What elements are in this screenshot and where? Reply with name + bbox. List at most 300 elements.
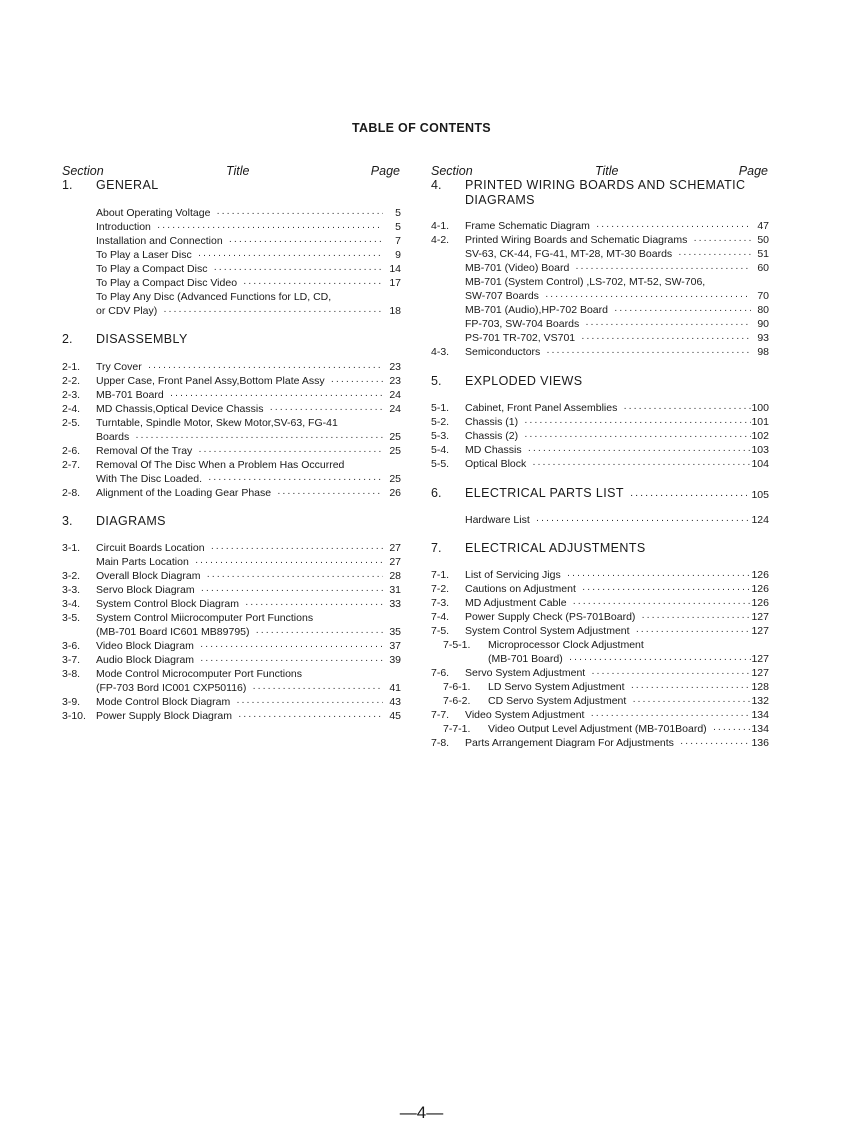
page-number: 43 xyxy=(389,696,401,708)
dot-leader xyxy=(213,263,383,276)
entry-title xyxy=(465,430,751,443)
page-number: 27 xyxy=(389,542,401,554)
toc-entry[interactable] xyxy=(431,234,769,247)
page-number: 23 xyxy=(389,375,401,387)
page-number: 51 xyxy=(757,248,769,260)
toc-entry[interactable] xyxy=(431,248,769,261)
toc-entry[interactable] xyxy=(62,570,401,583)
toc-entry[interactable] xyxy=(431,709,769,722)
dot-leader xyxy=(201,584,383,597)
entry-title-text: Cautions on Adjustment xyxy=(465,583,576,595)
toc-entry[interactable] xyxy=(431,444,769,457)
entry-number: 7-4. xyxy=(431,611,450,623)
dot-leader xyxy=(135,431,383,444)
entry-title-text: Servo System Adjustment xyxy=(465,667,586,679)
dot-leader xyxy=(243,277,383,290)
toc-entry[interactable] xyxy=(431,318,769,331)
entry-number: 3-5. xyxy=(62,612,81,624)
toc-right-column xyxy=(431,164,769,749)
toc-entry[interactable] xyxy=(431,569,769,582)
section-number: 3. xyxy=(62,514,73,528)
page-number: 41 xyxy=(389,682,401,694)
header-title: Title xyxy=(226,164,250,178)
entry-title xyxy=(96,403,383,416)
toc-entry[interactable] xyxy=(62,235,401,248)
toc-entry[interactable] xyxy=(431,723,769,736)
entry-title-text: CD Servo System Adjustment xyxy=(488,695,627,707)
toc-entry[interactable] xyxy=(431,611,769,624)
entry-title-text: Optical Block xyxy=(465,458,527,470)
entry-title xyxy=(96,263,383,276)
toc-entry[interactable] xyxy=(431,514,769,527)
toc-entry[interactable] xyxy=(431,681,769,694)
dot-leader xyxy=(236,696,383,709)
header-title: Title xyxy=(595,164,619,178)
toc-left-column xyxy=(62,164,401,722)
dot-leader xyxy=(569,653,751,666)
section-title xyxy=(465,178,769,208)
dot-leader xyxy=(252,682,383,695)
toc-entry[interactable] xyxy=(62,584,401,597)
entry-number: 5-4. xyxy=(431,444,450,456)
entry-title xyxy=(488,723,751,736)
dot-leader xyxy=(536,514,751,527)
toc-entry[interactable] xyxy=(62,207,401,220)
entry-number: 7-6-2. xyxy=(443,695,471,707)
entry-title-text: Parts Arrangement Diagram For Adjustments xyxy=(465,737,674,749)
entry-title-text: Try Cover xyxy=(96,361,142,373)
entry-title xyxy=(488,695,751,708)
section-title-text-line2: DIAGRAMS xyxy=(465,193,535,207)
dot-leader xyxy=(256,626,384,639)
section-number: 6. xyxy=(431,486,442,500)
entry-title xyxy=(96,668,302,681)
entry-title xyxy=(465,444,751,457)
entry-number: 7-6-1. xyxy=(443,681,471,693)
entry-title-text: MD Chassis xyxy=(465,444,522,456)
entry-number: 2-1. xyxy=(62,361,81,373)
entry-title xyxy=(465,290,751,303)
toc-entry[interactable] xyxy=(62,417,401,430)
dot-leader xyxy=(148,361,383,374)
dot-leader xyxy=(641,611,751,624)
toc-entry[interactable] xyxy=(431,220,769,233)
toc-entry[interactable] xyxy=(431,597,769,610)
entry-title-text: Microprocessor Clock Adjustment xyxy=(488,639,644,651)
dot-leader xyxy=(680,737,751,750)
entry-title-text: SW-707 Boards xyxy=(465,290,539,302)
section-title xyxy=(96,178,401,193)
dot-leader xyxy=(632,695,751,708)
section-title-text: ELECTRICAL PARTS LIST xyxy=(465,486,624,500)
toc-entry[interactable] xyxy=(431,402,769,415)
entry-title xyxy=(96,682,383,695)
entry-title xyxy=(465,514,751,527)
entry-title-text: MB-701 (Video) Board xyxy=(465,262,570,274)
toc-entry[interactable] xyxy=(62,249,401,262)
page-number: 126 xyxy=(751,583,769,595)
entry-title xyxy=(465,583,751,596)
section-number: 2. xyxy=(62,332,73,346)
header-section: Section xyxy=(62,164,104,178)
entry-number: 2-4. xyxy=(62,403,81,415)
entry-title xyxy=(465,234,751,247)
section-title-text: GENERAL xyxy=(96,178,159,192)
dot-leader xyxy=(524,416,751,429)
header-section: Section xyxy=(431,164,473,178)
entry-title-text: Video System Adjustment xyxy=(465,709,585,721)
header-page: Page xyxy=(738,164,768,178)
entry-title xyxy=(96,305,383,318)
dot-leader xyxy=(528,444,751,457)
entry-title xyxy=(465,709,751,722)
page-number: 134 xyxy=(751,709,769,721)
page-number: 128 xyxy=(751,681,769,693)
toc-entry[interactable] xyxy=(62,221,401,234)
dot-leader xyxy=(200,654,383,667)
entry-number: 3-9. xyxy=(62,696,81,708)
entry-title xyxy=(465,276,705,289)
page-number: 35 xyxy=(389,626,401,638)
toc-entry[interactable] xyxy=(431,653,769,666)
section-title-text: DIAGRAMS xyxy=(96,514,166,528)
dot-leader xyxy=(532,458,751,471)
page-number: 26 xyxy=(389,487,401,499)
dot-leader xyxy=(546,346,751,359)
page-number: 98 xyxy=(757,346,769,358)
entry-title xyxy=(465,402,751,415)
page-number: 9 xyxy=(395,249,401,261)
page-number: 127 xyxy=(751,653,769,665)
entry-number: 3-4. xyxy=(62,598,81,610)
dot-leader xyxy=(198,249,383,262)
toc-entry[interactable] xyxy=(431,695,769,708)
dot-leader xyxy=(163,305,383,318)
page-number: 105 xyxy=(751,489,769,501)
entry-title xyxy=(96,221,383,234)
toc-entry[interactable] xyxy=(62,696,401,709)
entry-title xyxy=(96,277,383,290)
entry-number: 2-8. xyxy=(62,487,81,499)
toc-entry[interactable] xyxy=(431,458,769,471)
toc-entry[interactable] xyxy=(431,304,769,317)
entry-title-text: Chassis (2) xyxy=(465,430,519,442)
dot-leader xyxy=(170,389,383,402)
entry-number: 4-3. xyxy=(431,346,450,358)
entry-title xyxy=(96,417,338,430)
page-number: 136 xyxy=(751,737,769,749)
toc-entry[interactable] xyxy=(431,332,769,345)
entry-title-text: Servo Block Diagram xyxy=(96,584,195,596)
entry-title-text: Frame Schematic Diagram xyxy=(465,220,590,232)
toc-entry[interactable] xyxy=(62,403,401,416)
entry-title xyxy=(96,445,383,458)
section-title-text: EXPLODED VIEWS xyxy=(465,374,583,388)
entry-title xyxy=(465,611,751,624)
entry-number: 2-3. xyxy=(62,389,81,401)
entry-number: 3-10. xyxy=(62,710,86,722)
page-number: 60 xyxy=(757,262,769,274)
entry-title-text: (MB-701 Board) xyxy=(488,653,563,665)
toc-entry[interactable] xyxy=(431,667,769,680)
section-number: 5. xyxy=(431,374,442,388)
section-title xyxy=(465,486,747,503)
section-number: 7. xyxy=(431,541,442,555)
dot-leader xyxy=(581,332,751,345)
toc-entry[interactable] xyxy=(431,639,769,652)
toc-entry[interactable] xyxy=(431,583,769,596)
entry-title-text: To Play a Compact Disc xyxy=(96,263,208,275)
dot-leader xyxy=(573,597,751,610)
entry-title xyxy=(465,304,751,317)
entry-title xyxy=(96,431,383,444)
entry-title xyxy=(465,625,751,638)
toc-entry[interactable] xyxy=(62,375,401,388)
entry-title-text: To Play a Laser Disc xyxy=(96,249,192,261)
toc-entry[interactable] xyxy=(62,291,401,304)
dot-leader xyxy=(206,570,383,583)
dot-leader xyxy=(567,569,751,582)
entry-title xyxy=(96,361,383,374)
toc-entry[interactable] xyxy=(62,668,401,681)
entry-title xyxy=(96,640,383,653)
entry-title xyxy=(465,220,751,233)
page-number: 102 xyxy=(751,430,769,442)
entry-title xyxy=(96,235,383,248)
page-number: 17 xyxy=(389,277,401,289)
dot-leader xyxy=(614,304,751,317)
entry-title-text: Chassis (1) xyxy=(465,416,519,428)
entry-number: 5-1. xyxy=(431,402,450,414)
section-title xyxy=(465,541,769,556)
entry-title xyxy=(96,487,383,500)
entry-number: 2-5. xyxy=(62,417,81,429)
entry-title-text: MB-701 (Audio),HP-702 Board xyxy=(465,304,608,316)
dot-leader xyxy=(631,681,751,694)
page-number: —4— xyxy=(399,1103,444,1122)
entry-title-text: Upper Case, Front Panel Assy,Bottom Plate Assy xyxy=(96,375,325,387)
entry-title-text: Power Supply Block Diagram xyxy=(96,710,232,722)
entry-title-text: SV-63, CK-44, FG-41, MT-28, MT-30 Boards xyxy=(465,248,673,260)
entry-title-text: Alignment of the Loading Gear Phase xyxy=(96,487,272,499)
dot-leader xyxy=(211,542,383,555)
header-page: Page xyxy=(370,164,400,178)
entry-title xyxy=(96,570,383,583)
entry-title xyxy=(96,291,331,304)
entry-number: 2-7. xyxy=(62,459,81,471)
section-title-text: DISASSEMBLY xyxy=(96,332,188,346)
page-number: 31 xyxy=(389,584,401,596)
dot-leader xyxy=(630,486,747,503)
toc-entry[interactable] xyxy=(431,262,769,275)
entry-title-text: Mode Control Microcomputer Port Functions xyxy=(96,668,302,680)
toc-entry[interactable] xyxy=(62,682,401,695)
entry-title xyxy=(96,542,383,555)
entry-number: 2-6. xyxy=(62,445,81,457)
entry-title xyxy=(465,737,751,750)
entry-title xyxy=(465,458,751,471)
dot-leader xyxy=(591,667,751,680)
page-number: 124 xyxy=(751,514,769,526)
page-number: 18 xyxy=(389,305,401,317)
section-title xyxy=(96,514,401,529)
entry-number: 7-1. xyxy=(431,569,450,581)
entry-title-text: Cabinet, Front Panel Assemblies xyxy=(465,402,618,414)
dot-leader xyxy=(331,375,383,388)
toc-entry[interactable] xyxy=(431,416,769,429)
dot-leader xyxy=(198,445,383,458)
page-number: 39 xyxy=(389,654,401,666)
page-number: 37 xyxy=(389,640,401,652)
page-number: 23 xyxy=(389,361,401,373)
dot-leader xyxy=(216,207,383,220)
dot-leader xyxy=(238,710,383,723)
entry-title-text: System Control Miicrocomputer Port Functions xyxy=(96,612,314,624)
toc-entry[interactable] xyxy=(62,389,401,402)
toc-entry[interactable] xyxy=(62,459,401,472)
section-title-text: ELECTRICAL ADJUSTMENTS xyxy=(465,541,646,555)
entry-title-text: Boards xyxy=(96,431,130,443)
toc-entry[interactable] xyxy=(62,473,401,486)
entry-title xyxy=(465,318,751,331)
dot-leader xyxy=(582,583,751,596)
entry-title-text: Hardware List xyxy=(465,514,530,526)
dot-leader xyxy=(623,402,751,415)
page-number: 5 xyxy=(395,221,401,233)
entry-title xyxy=(96,207,383,220)
dot-leader xyxy=(524,430,751,443)
entry-title-text: Mode Control Block Diagram xyxy=(96,696,231,708)
page-number: 27 xyxy=(389,556,401,568)
entry-title-text: MB-701 (System Control) ,LS-702, MT-52, SW-706, xyxy=(465,276,706,288)
entry-number: 4-1. xyxy=(431,220,450,232)
entry-title-text: Semiconductors xyxy=(465,346,541,358)
page-number: 80 xyxy=(757,304,769,316)
entry-title xyxy=(488,681,751,694)
entry-title-text: To Play a Compact Disc Video xyxy=(96,277,238,289)
entry-title-text: Video Block Diagram xyxy=(96,640,194,652)
entry-title-text: (MB-701 Board IC601 MB89795) xyxy=(96,626,250,638)
dot-leader xyxy=(269,403,383,416)
entry-number: 3-3. xyxy=(62,584,81,596)
entry-title xyxy=(96,375,383,388)
toc-entry[interactable] xyxy=(62,542,401,555)
entry-number: 4-2. xyxy=(431,234,450,246)
page-number: 127 xyxy=(751,667,769,679)
toc-entry[interactable] xyxy=(62,487,401,500)
entry-title xyxy=(96,710,383,723)
entry-number: 7-6. xyxy=(431,667,450,679)
page-number: 28 xyxy=(389,570,401,582)
dot-leader xyxy=(229,235,383,248)
toc-entry[interactable] xyxy=(62,556,401,569)
entry-number: 7-5-1. xyxy=(443,639,471,651)
entry-title-text: Printed Wiring Boards and Schematic Diagrams xyxy=(465,234,688,246)
entry-title xyxy=(465,569,751,582)
entry-number: 3-7. xyxy=(62,654,81,666)
section-number: 1. xyxy=(62,178,73,192)
entry-title xyxy=(96,584,383,597)
toc-entry[interactable] xyxy=(62,431,401,444)
page-number: 127 xyxy=(751,625,769,637)
page-number: 25 xyxy=(389,445,401,457)
entry-number: 7-3. xyxy=(431,597,450,609)
entry-title-text: To Play Any Disc (Advanced Functions for LD, CD, xyxy=(96,291,332,303)
entry-title-text: Introduction xyxy=(96,221,151,233)
page-number: 45 xyxy=(389,710,401,722)
dot-leader xyxy=(596,220,751,233)
dot-leader xyxy=(277,487,383,500)
toc-entry[interactable] xyxy=(431,625,769,638)
entry-title xyxy=(465,262,751,275)
toc-entry[interactable] xyxy=(62,263,401,276)
dot-leader xyxy=(545,290,751,303)
dot-leader xyxy=(590,709,751,722)
entry-number: 7-7. xyxy=(431,709,450,721)
entry-title-text: Turntable, Spindle Motor, Skew Motor,SV-63, FG-41 xyxy=(96,417,338,429)
toc-entry[interactable] xyxy=(62,361,401,374)
toc-entry[interactable] xyxy=(431,737,769,750)
page-number: 134 xyxy=(751,723,769,735)
page-number: 33 xyxy=(389,598,401,610)
entry-title xyxy=(96,696,383,709)
entry-title xyxy=(96,626,383,639)
entry-title-text: MB-701 Board xyxy=(96,389,164,401)
toc-entry[interactable] xyxy=(62,626,401,639)
page-number: 25 xyxy=(389,473,401,485)
dot-leader xyxy=(245,598,383,611)
toc-entry[interactable] xyxy=(62,640,401,653)
entry-title-text: (FP-703 Bord IC001 CXP50116) xyxy=(96,682,247,694)
entry-number: 7-8. xyxy=(431,737,450,749)
section-number: 4. xyxy=(431,178,442,192)
entry-title-text: Overall Block Diagram xyxy=(96,570,201,582)
toc-entry[interactable] xyxy=(431,430,769,443)
page-number: 24 xyxy=(389,389,401,401)
dot-leader xyxy=(636,625,751,638)
toc-entry[interactable] xyxy=(62,612,401,625)
toc-entry[interactable] xyxy=(62,305,401,318)
toc-entry[interactable] xyxy=(62,445,401,458)
page-number: 103 xyxy=(751,444,769,456)
entry-title-text: Video Output Level Adjustment (MB-701Board) xyxy=(488,723,707,735)
dot-leader xyxy=(575,262,751,275)
entry-title xyxy=(96,473,383,486)
entry-number: 5-2. xyxy=(431,416,450,428)
entry-title-text: Main Parts Location xyxy=(96,556,189,568)
dot-leader xyxy=(208,473,383,486)
toc-entry[interactable] xyxy=(62,710,401,723)
toc-entry[interactable] xyxy=(62,277,401,290)
entry-number: 7-2. xyxy=(431,583,450,595)
dot-leader xyxy=(693,234,751,247)
toc-entry[interactable] xyxy=(431,276,769,289)
toc-entry[interactable] xyxy=(431,290,769,303)
toc-entry[interactable] xyxy=(62,598,401,611)
entry-title-text: Power Supply Check (PS-701Board) xyxy=(465,611,636,623)
page-number: 104 xyxy=(751,458,769,470)
entry-title-text: FP-703, SW-704 Boards xyxy=(465,318,580,330)
entry-title-text: With The Disc Loaded. xyxy=(96,473,203,485)
entry-number: 5-3. xyxy=(431,430,450,442)
entry-title-text: System Control System Adjustment xyxy=(465,625,630,637)
entry-number: 3-1. xyxy=(62,542,81,554)
toc-entry[interactable] xyxy=(62,654,401,667)
page-number: 70 xyxy=(757,290,769,302)
entry-title-text: MD Adjustment Cable xyxy=(465,597,567,609)
toc-entry[interactable] xyxy=(431,346,769,359)
entry-title xyxy=(465,667,751,680)
